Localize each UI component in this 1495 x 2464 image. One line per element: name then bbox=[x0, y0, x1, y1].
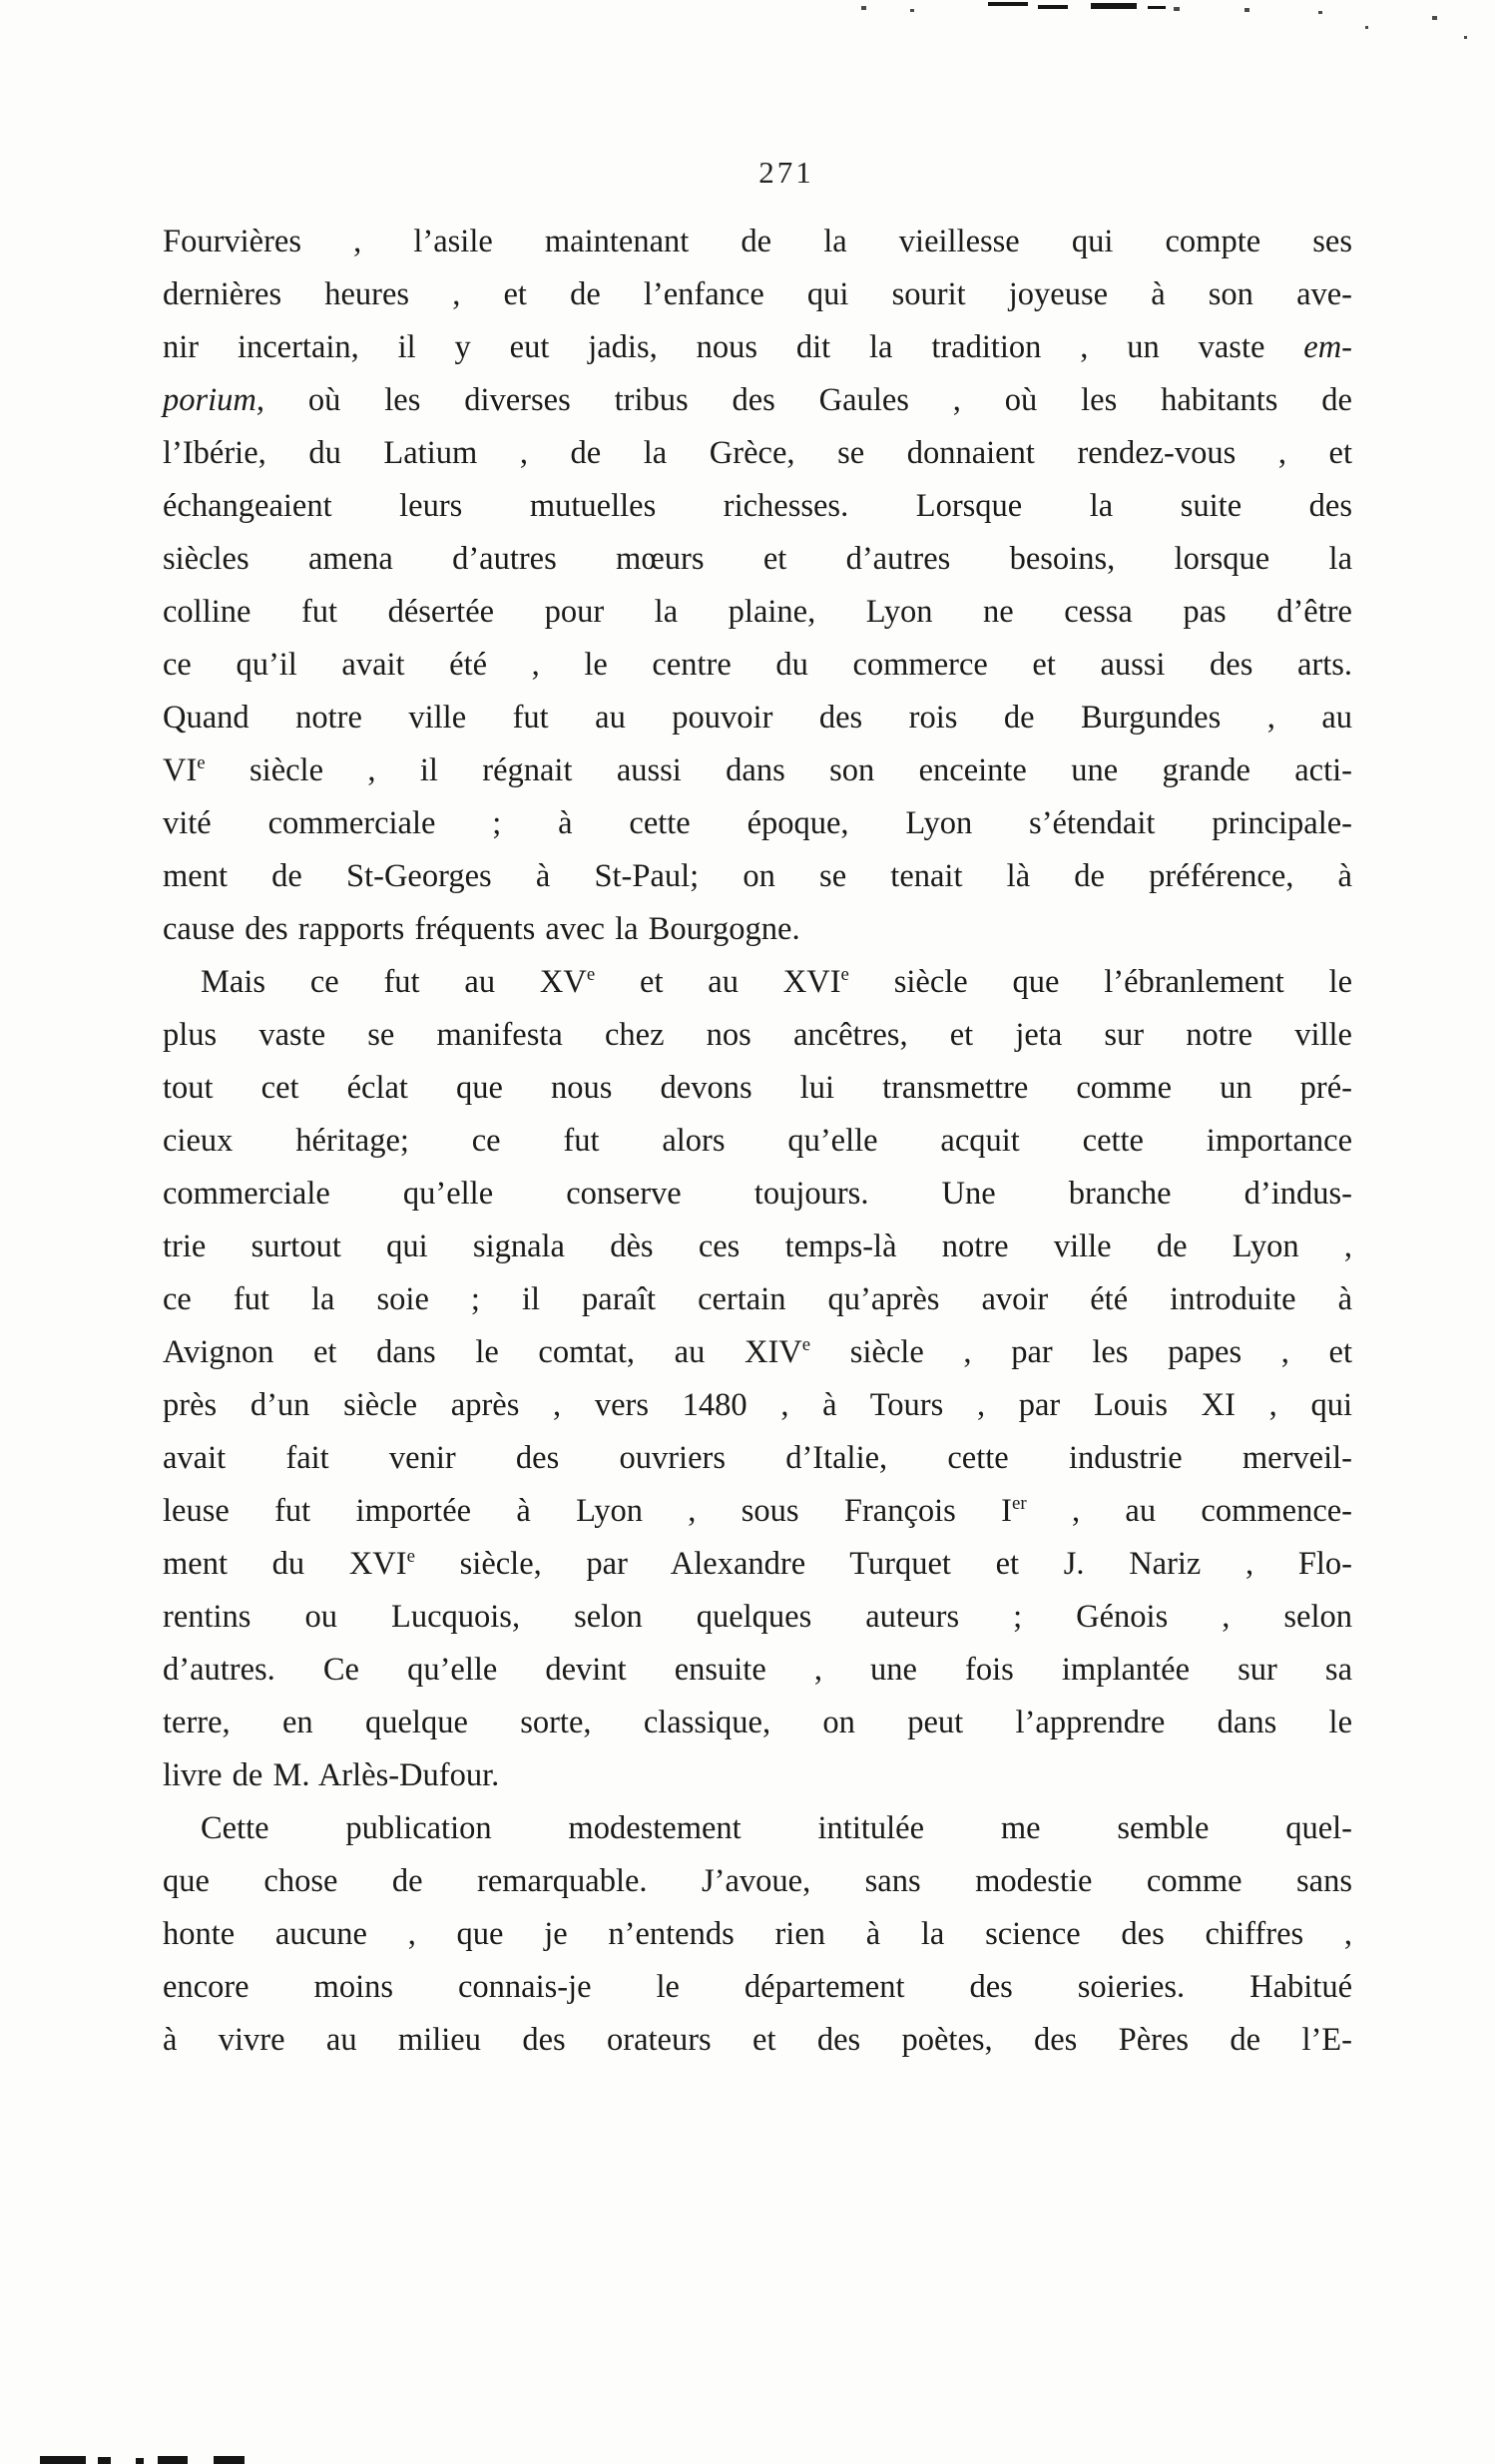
text-line: honte aucune , que je n’entends rien à la science des chiffres , bbox=[163, 1916, 1352, 1952]
paragraph bbox=[163, 956, 1352, 1802]
scan-artifact bbox=[1318, 11, 1322, 14]
text-line: commerciale qu’elle conserve toujours. Une branche d’indus- bbox=[163, 1176, 1352, 1212]
text-line: dernières heures , et de l’enfance qui sourit joyeuse à son ave- bbox=[163, 276, 1352, 312]
text-line: Avignon et dans le comtat, au XIVe siècle , par les papes , et bbox=[163, 1334, 1352, 1370]
text-line: avait fait venir des ouvriers d’Italie, cette industrie merveil- bbox=[163, 1440, 1352, 1476]
text-line: encore moins connais-je le département des soieries. Habitué bbox=[163, 1969, 1352, 2005]
page-number: 271 bbox=[758, 155, 814, 190]
text-line: Fourvières , l’asile maintenant de la vieillesse qui compte ses bbox=[163, 224, 1352, 259]
text-line: nir incertain, il y eut jadis, nous dit la tradition , un vaste em- bbox=[163, 329, 1352, 365]
scan-artifact bbox=[1432, 16, 1437, 20]
scan-artifact bbox=[1038, 5, 1068, 9]
scan-artifact-bottom bbox=[136, 2458, 144, 2464]
text-line: vité commerciale ; à cette époque, Lyon s’étendait principale- bbox=[163, 805, 1352, 841]
text-line: échangeaient leurs mutuelles richesses. Lorsque la suite des bbox=[163, 488, 1352, 524]
text-line: ce fut la soie ; il paraît certain qu’après avoir été introduite à bbox=[163, 1281, 1352, 1317]
text-line: près d’un siècle après , vers 1480 , à Tours , par Louis XI , qui bbox=[163, 1387, 1352, 1423]
text-line: ce qu’il avait été , le centre du commerce et aussi des arts. bbox=[163, 647, 1352, 683]
text-line: porium, où les diverses tribus des Gaules , où les habitants de bbox=[163, 382, 1352, 418]
text-line: terre, en quelque sorte, classique, on peut l’apprendre dans le bbox=[163, 1705, 1352, 1740]
scan-artifact bbox=[1245, 8, 1249, 12]
text-line: colline fut désertée pour la plaine, Lyon ne cessa pas d’être bbox=[163, 594, 1352, 630]
scan-artifact bbox=[1148, 6, 1166, 9]
scan-artifact-bottom bbox=[214, 2456, 245, 2464]
text-line: plus vaste se manifesta chez nos ancêtres, et jeta sur notre ville bbox=[163, 1017, 1352, 1053]
text-line: tout cet éclat que nous devons lui transmettre comme un pré- bbox=[163, 1070, 1352, 1106]
paragraph bbox=[163, 1802, 1352, 2067]
text-line: cause des rapports fréquents avec la Bourgogne. bbox=[163, 911, 800, 947]
text-block bbox=[163, 216, 1352, 2067]
paragraph bbox=[163, 216, 1352, 956]
text-line: rentins ou Lucquois, selon quelques auteurs ; Génois , selon bbox=[163, 1599, 1352, 1635]
text-line: livre de M. Arlès-Dufour. bbox=[163, 1757, 500, 1793]
scan-artifact bbox=[1464, 36, 1467, 39]
scan-artifact bbox=[861, 6, 866, 10]
text-line: que chose de remarquable. J’avoue, sans modestie comme sans bbox=[163, 1863, 1352, 1899]
text-line: siècles amena d’autres mœurs et d’autres besoins, lorsque la bbox=[163, 541, 1352, 577]
scan-artifact bbox=[910, 9, 914, 12]
text-line: trie surtout qui signala dès ces temps-là notre ville de Lyon , bbox=[163, 1229, 1352, 1264]
text-line: Cette publication modestement intitulée me semble quel- bbox=[201, 1810, 1352, 1846]
scan-artifact bbox=[1174, 7, 1180, 11]
text-line: VIe siècle , il régnait aussi dans son enceinte une grande acti- bbox=[163, 752, 1352, 788]
scan-artifact-bottom bbox=[98, 2457, 111, 2464]
scan-artifact bbox=[1091, 3, 1137, 9]
text-line: leuse fut importée à Lyon , sous François Ier , au commence- bbox=[163, 1493, 1352, 1529]
text-line: ment du XVIe siècle, par Alexandre Turquet et J. Nariz , Flo- bbox=[163, 1546, 1353, 1582]
scan-artifact bbox=[1365, 26, 1368, 29]
text-line: ment de St-Georges à St-Paul; on se tenait là de préférence, à bbox=[163, 858, 1352, 894]
text-line: Quand notre ville fut au pouvoir des rois de Burgundes , au bbox=[163, 700, 1352, 736]
text-line: l’Ibérie, du Latium , de la Grèce, se donnaient rendez-vous , et bbox=[163, 435, 1352, 471]
text-line: cieux héritage; ce fut alors qu’elle acquit cette importance bbox=[163, 1123, 1352, 1159]
text-line: à vivre au milieu des orateurs et des poètes, des Pères de l’E- bbox=[163, 2022, 1352, 2058]
text-line: d’autres. Ce qu’elle devint ensuite , une fois implantée sur sa bbox=[163, 1652, 1352, 1688]
scan-artifact-bottom bbox=[40, 2456, 86, 2464]
text-line: Mais ce fut au XVe et au XVIe siècle que l’ébranlement le bbox=[201, 964, 1352, 1000]
scan-artifact-bottom bbox=[158, 2456, 188, 2464]
scan-artifact bbox=[988, 2, 1028, 6]
